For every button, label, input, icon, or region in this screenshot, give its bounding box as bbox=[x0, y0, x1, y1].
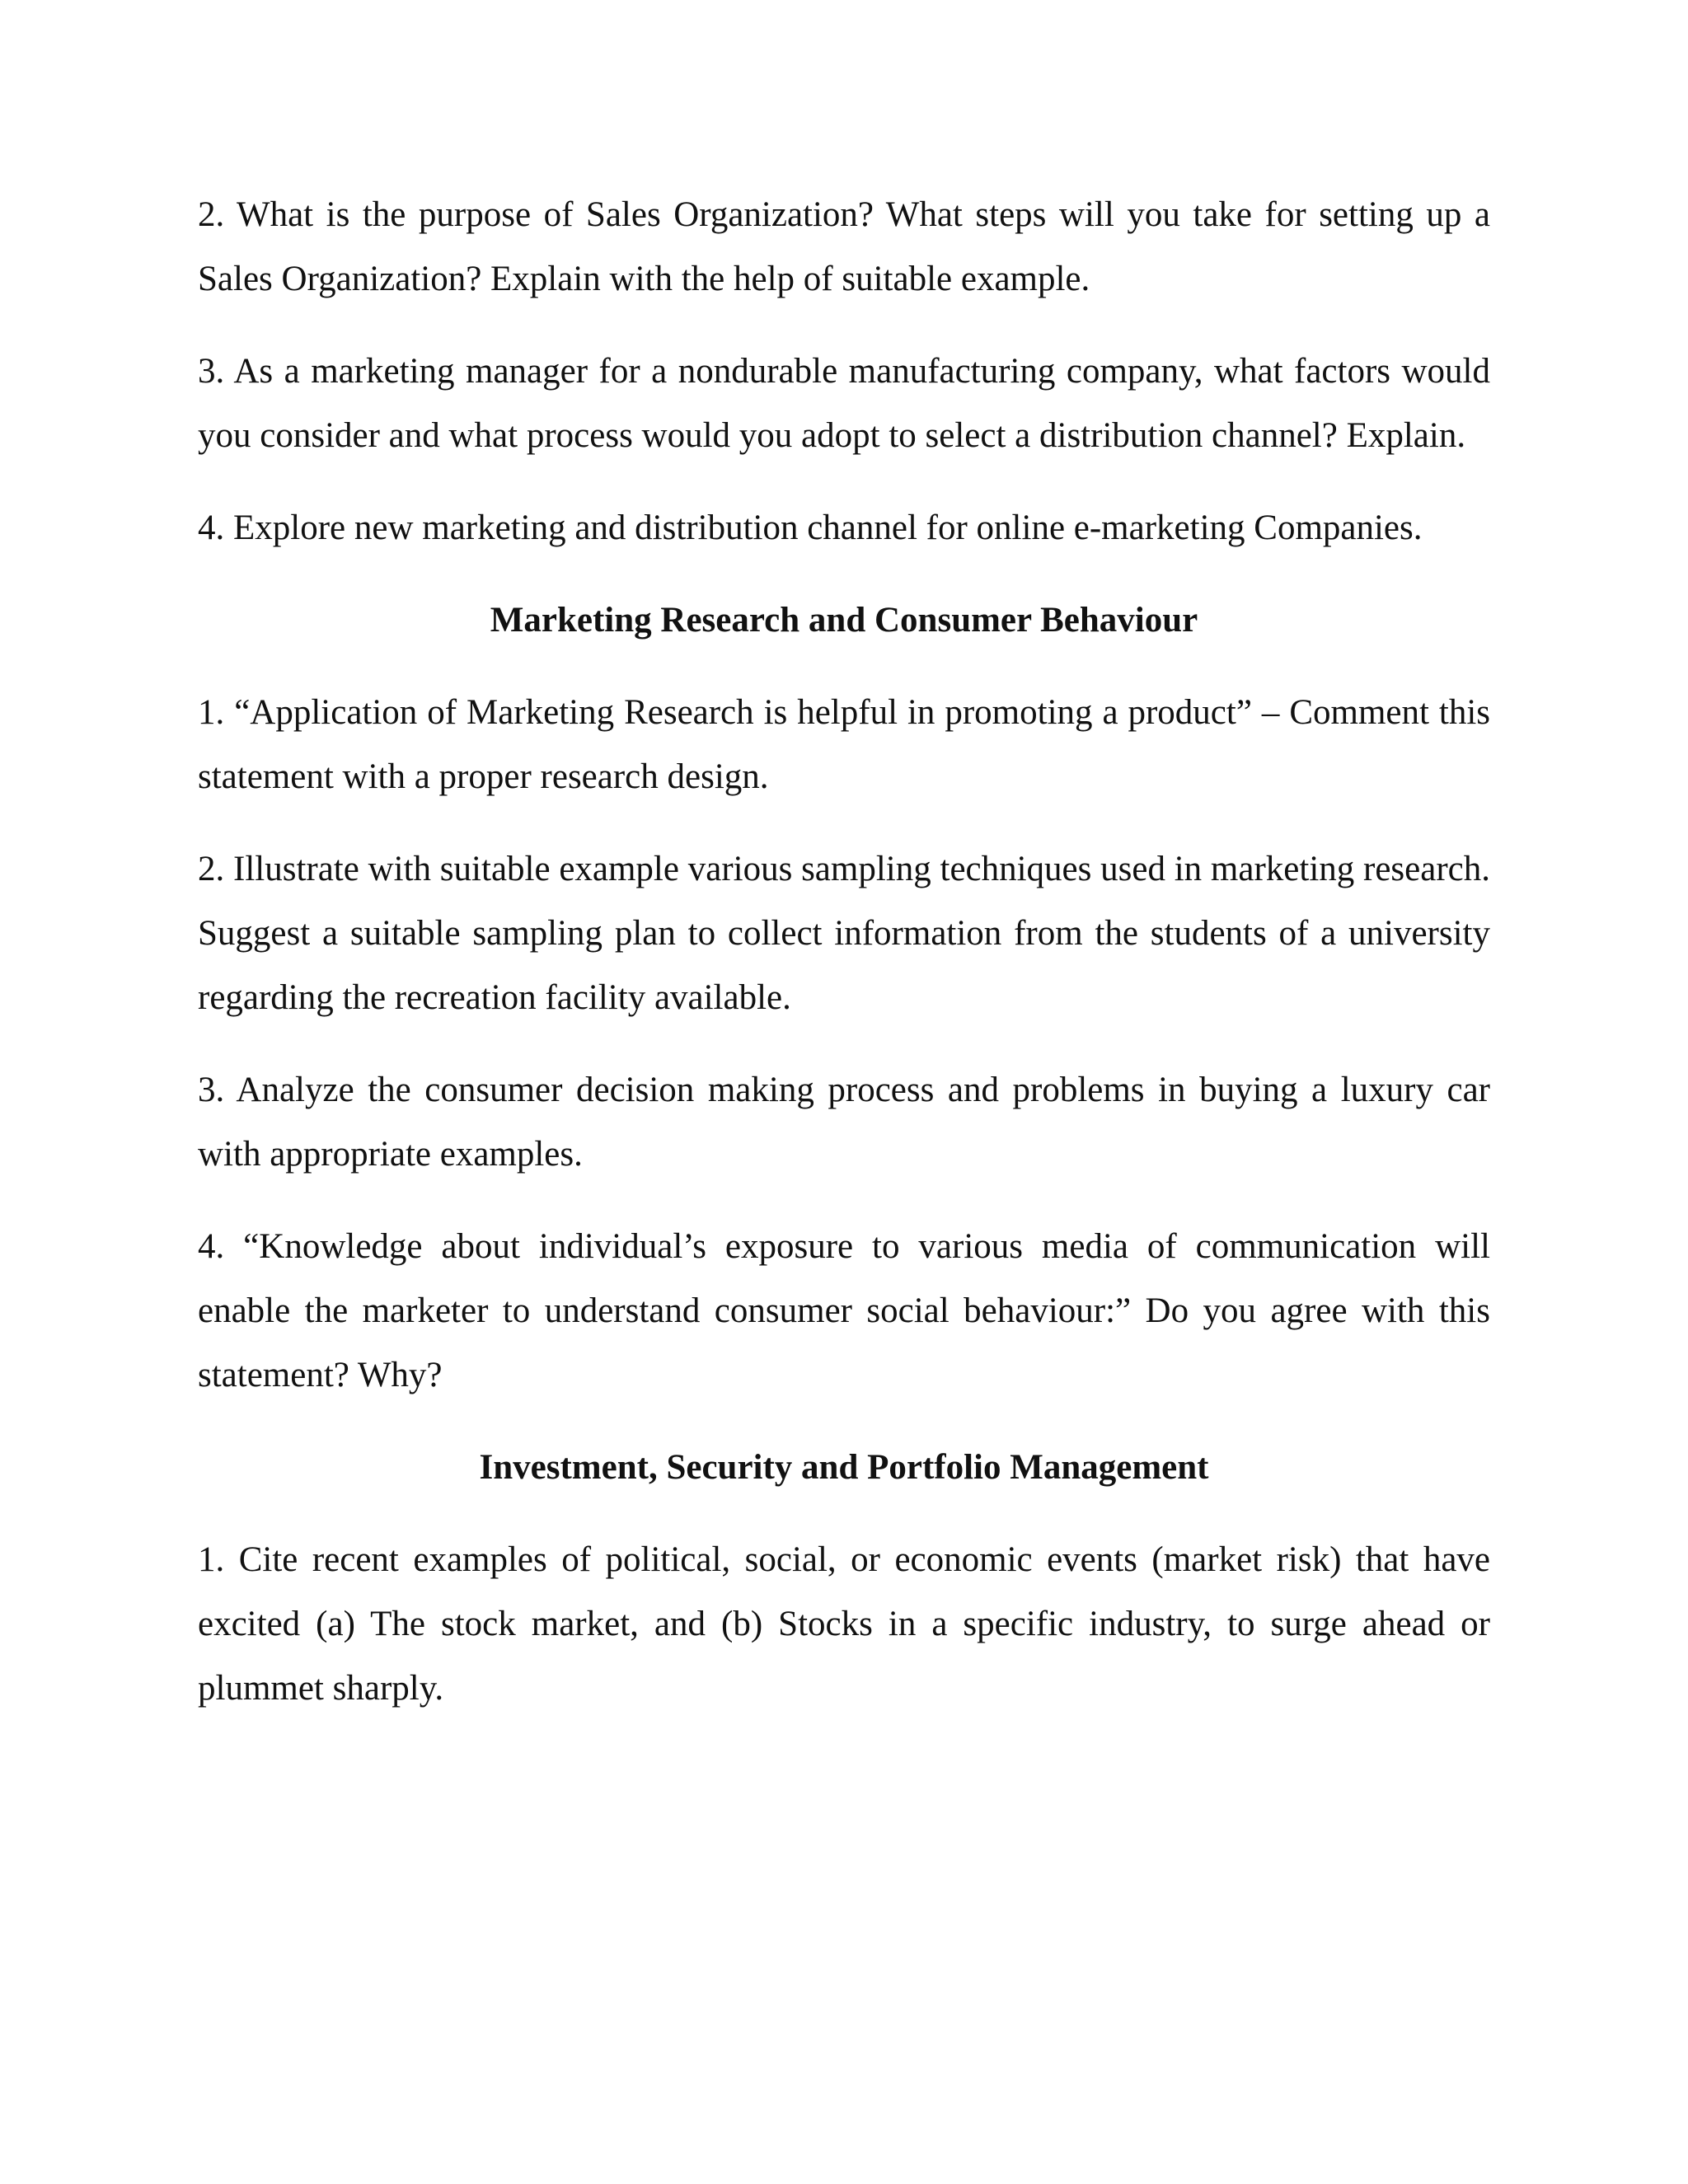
question-media-exposure: 4. “Knowledge about individual’s exposure to various media of communication will enable the marketer to understand consumer social behaviour:” Do you agree with this statement? Why? bbox=[198, 1227, 1490, 1394]
section-heading-marketing-research: Marketing Research and Consumer Behaviour bbox=[490, 601, 1198, 640]
question-sampling-techniques: 2. Illustrate with suitable example various sampling techniques used in marketing research. Suggest a suitable sampling plan to collect information from the students of a university regarding the recreation facility available. bbox=[198, 850, 1490, 1017]
question-distribution-channel: 3. As a marketing manager for a nondurable manufacturing company, what factors would you consider and what process would you adopt to select a distribution channel? Explain. bbox=[198, 352, 1490, 455]
question-sales-organization: 2. What is the purpose of Sales Organization? What steps will you take for setting up a Sales Organization? Explain with the help of suitable example. bbox=[198, 195, 1490, 298]
question-market-risk-events: 1. Cite recent examples of political, social, or economic events (market risk) that have excited (a) The stock market, and (b) Stocks in a specific industry, to surge ahead or plummet sharply. bbox=[198, 1540, 1490, 1708]
question-marketing-research-application: 1. “Application of Marketing Research is helpful in promoting a product” – Comment this statement with a proper research design. bbox=[198, 693, 1490, 796]
question-consumer-decision-making: 3. Analyze the consumer decision making process and problems in buying a luxury car with appropriate examples. bbox=[198, 1071, 1490, 1174]
question-e-marketing-channel: 4. Explore new marketing and distribution channel for online e-marketing Companies. bbox=[198, 509, 1423, 547]
section-heading-investment: Investment, Security and Portfolio Management bbox=[479, 1448, 1209, 1487]
